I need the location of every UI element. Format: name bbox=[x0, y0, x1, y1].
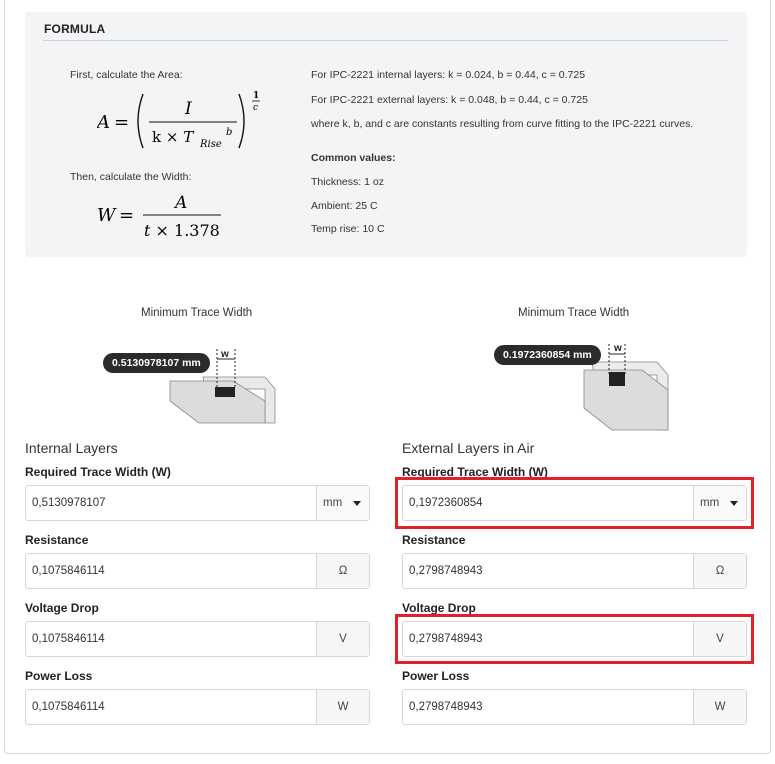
external-voltage-input[interactable]: 0,2798748943 bbox=[409, 633, 483, 645]
highlight-external-width bbox=[395, 477, 754, 529]
note-external: For IPC-2221 external layers: k = 0.048, b = 0.44, c = 0.725 bbox=[311, 94, 588, 106]
external-resistance-field bbox=[402, 553, 747, 589]
external-figure-title: Minimum Trace Width bbox=[518, 307, 630, 319]
internal-power-input[interactable]: 0,1075846114 bbox=[32, 701, 105, 713]
internal-power-unit: W bbox=[316, 690, 369, 724]
external-resistance-unit: Ω bbox=[693, 554, 746, 588]
internal-resistance-input[interactable]: 0,1075846114 bbox=[32, 565, 105, 577]
internal-figure-title: Minimum Trace Width bbox=[141, 307, 253, 319]
note-internal: For IPC-2221 internal layers: k = 0.024, b = 0.44, c = 0.725 bbox=[311, 69, 586, 81]
area-formula bbox=[97, 86, 267, 156]
common-temp-rise: Temp rise: 10 C bbox=[311, 223, 385, 235]
external-voltage-unit: V bbox=[693, 622, 746, 656]
svg-text:1: 1 bbox=[253, 91, 260, 101]
external-width-input[interactable]: 0,1972360854 bbox=[409, 497, 483, 509]
svg-text:A: A bbox=[97, 112, 110, 133]
area-step-text: First, calculate the Area: bbox=[70, 69, 183, 81]
common-thickness: Thickness: 1 oz bbox=[311, 176, 384, 188]
highlight-external-voltage bbox=[395, 614, 754, 664]
width-formula bbox=[97, 188, 237, 244]
internal-resistance-field bbox=[25, 553, 370, 589]
common-ambient: Ambient: 25 C bbox=[311, 200, 378, 212]
internal-width-unit: mm bbox=[323, 497, 343, 509]
external-power-label: Power Loss bbox=[402, 669, 470, 683]
internal-resistance-unit: Ω bbox=[316, 554, 369, 588]
internal-w-label: w bbox=[221, 349, 229, 360]
formula-title: FORMULA bbox=[44, 22, 106, 36]
internal-width-unit-select[interactable] bbox=[316, 486, 369, 520]
formula-box bbox=[25, 12, 747, 257]
external-width-badge: 0.1972360854 mm bbox=[494, 345, 601, 365]
svg-text:k × T: k × T bbox=[152, 128, 194, 146]
svg-text:I: I bbox=[185, 99, 192, 119]
internal-voltage-label: Voltage Drop bbox=[25, 601, 99, 615]
svg-text:c: c bbox=[253, 103, 259, 113]
svg-text:=: = bbox=[119, 205, 135, 226]
note-constants: where k, b, and c are constants resulting from curve fitting to the IPC-2221 curves. bbox=[311, 118, 694, 130]
external-voltage-label: Voltage Drop bbox=[402, 601, 476, 615]
external-w-label: w bbox=[614, 343, 622, 354]
external-power-input[interactable]: 0,2798748943 bbox=[409, 701, 483, 713]
internal-width-input[interactable]: 0,5130978107 bbox=[32, 497, 106, 509]
width-step-text: Then, calculate the Width: bbox=[70, 171, 192, 183]
chevron-down-icon bbox=[353, 501, 361, 506]
svg-text:W: W bbox=[97, 205, 116, 226]
internal-power-label: Power Loss bbox=[25, 669, 93, 683]
internal-voltage-field bbox=[25, 621, 370, 657]
common-values-title: Common values: bbox=[311, 152, 396, 164]
svg-text:t × 1.378: t × 1.378 bbox=[144, 221, 220, 240]
svg-text:b: b bbox=[226, 127, 233, 138]
external-layers-heading: External Layers in Air bbox=[402, 440, 535, 456]
svg-text:=: = bbox=[114, 112, 130, 133]
external-power-field bbox=[402, 689, 747, 725]
svg-text:A: A bbox=[175, 193, 188, 213]
internal-width-field bbox=[25, 485, 370, 521]
internal-width-badge: 0.5130978107 mm bbox=[103, 353, 210, 373]
internal-width-label: Required Trace Width (W) bbox=[25, 465, 171, 479]
svg-text:Rise: Rise bbox=[200, 139, 222, 150]
internal-layers-heading: Internal Layers bbox=[25, 440, 118, 456]
external-power-unit: W bbox=[693, 690, 746, 724]
external-width-unit: mm bbox=[700, 497, 720, 509]
divider bbox=[43, 40, 728, 41]
external-resistance-label: Resistance bbox=[402, 533, 466, 547]
external-width-label: Required Trace Width (W) bbox=[402, 465, 548, 479]
internal-voltage-input[interactable]: 0,1075846114 bbox=[32, 633, 105, 645]
internal-power-field bbox=[25, 689, 370, 725]
internal-resistance-label: Resistance bbox=[25, 533, 89, 547]
internal-voltage-unit: V bbox=[316, 622, 369, 656]
external-resistance-input[interactable]: 0,2798748943 bbox=[409, 565, 483, 577]
